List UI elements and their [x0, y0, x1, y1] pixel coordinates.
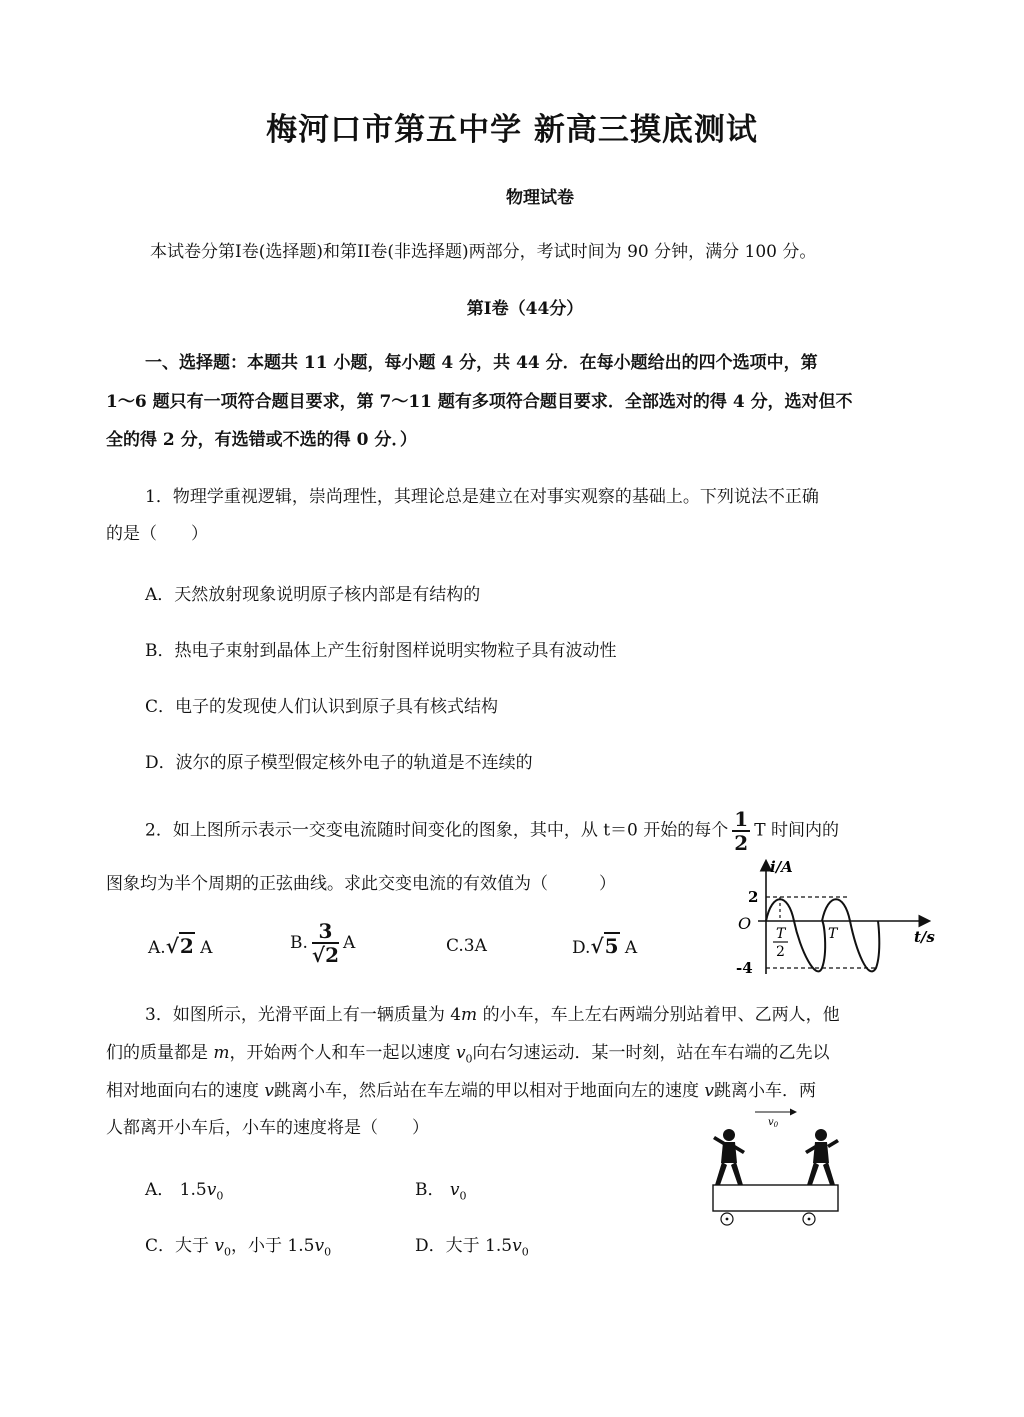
q2-fraction-half [732, 808, 750, 854]
sqrt-icon: √2 [165, 934, 194, 958]
q3-option-b-v: v [449, 1180, 460, 1200]
q3-option-d-text: D．大于 1.5 [415, 1236, 513, 1256]
graph-t-half-num: T [776, 926, 786, 942]
q3-line1-b: 的小车，车上左右两端分别站着甲、乙两人，他 [477, 1005, 840, 1025]
graph-t-half-den: 2 [776, 944, 785, 960]
q3-line3 [106, 1080, 816, 1102]
cart-body [713, 1185, 838, 1211]
q3-line3-c: 跳离小车．两 [714, 1081, 817, 1101]
graph-y-top: 2 [748, 888, 759, 906]
q3-line2-sub: 0 [465, 1052, 473, 1066]
graph-y-bottom: -4 [736, 959, 753, 977]
q2-line1-text-a: 2．如上图所示表示一交变电流随时间变化的图象，其中，从 t＝0 开始的每个 [145, 820, 729, 841]
q3-option-b-sub: 0 [459, 1189, 467, 1203]
q3-option-a-v: v [206, 1180, 217, 1200]
q3-line2-v: v [455, 1043, 466, 1063]
q1-option-b: B．热电子束射到晶体上产生衍射图样说明实物粒子具有波动性 [145, 641, 617, 661]
q2-frac-num: 1 [734, 807, 749, 831]
exam-intro: 本试卷分第Ⅰ卷(选择题)和第II卷(非选择题)两部分，考试时间为 90 分钟，满分 100 分。 [150, 242, 817, 262]
person-right-icon [805, 1129, 839, 1185]
q3-line3-v2: v [704, 1081, 715, 1101]
q2-option-d [572, 934, 637, 958]
q2-option-a-unit: A [200, 938, 213, 958]
q3-line2-a: 们的质量都是 [106, 1043, 214, 1063]
q3-option-c-v2: v [314, 1236, 325, 1256]
q2-option-b [290, 920, 355, 966]
person-left-icon [713, 1129, 745, 1185]
q3-line3-b: 跳离小车，然后站在车左端的甲以相对于地面向左的速度 [274, 1081, 705, 1101]
q1-line1: 1．物理学重视逻辑，崇尚理性，其理论总是建立在对事实观察的基础上。下列说法不正确 [145, 487, 819, 507]
q2-frac-den: 2 [734, 831, 749, 855]
q2-option-d-unit: A [624, 938, 638, 958]
q3-option-b [415, 1175, 467, 1202]
q3-line3-a: 相对地面向右的速度 [106, 1081, 265, 1101]
q3-option-d-sub: 0 [521, 1245, 529, 1259]
q3-option-c [145, 1231, 331, 1258]
q1-line2: 的是（ ） [106, 524, 208, 544]
graph-origin: O [738, 914, 752, 933]
q3-line1-a: 3．如图所示，光滑平面上有一辆质量为 4 [145, 1005, 462, 1025]
graph-xlabel: t/s [914, 928, 935, 946]
q2-option-c: C.3A [446, 936, 487, 956]
q1-option-c: C．电子的发现使人们认识到原子具有核式结构 [145, 697, 499, 717]
q2-option-b-label: B. [290, 933, 308, 953]
graph-t-full: T [828, 926, 838, 942]
q3-line2-c: 向右匀速运动．某一时刻，站在车右端的乙先以 [472, 1043, 830, 1063]
q3-option-b-text: B． [415, 1180, 450, 1200]
q2-line1-text-b: T 时间内的 [754, 820, 839, 841]
q2-line1 [145, 808, 839, 854]
q2-option-b-fraction [312, 920, 339, 966]
q3-line1 [145, 1004, 840, 1026]
q3-option-a-sub: 0 [216, 1189, 224, 1203]
q3-option-a [145, 1175, 223, 1202]
q3-option-c-sub1: 0 [224, 1245, 232, 1259]
q3-line1-m: m [461, 1005, 478, 1025]
ac-current-graph [728, 852, 958, 982]
q2-line2: 图象均为半个周期的正弦曲线。求此交变电流的有效值为（ ） [106, 874, 616, 894]
q3-option-d-v: v [512, 1236, 522, 1256]
q2-option-b-radicand: 2 [325, 943, 339, 967]
q3-line2-b: ，开始两个人和车一起以速度 [229, 1043, 456, 1063]
q2-option-a-radicand: 2 [179, 934, 194, 958]
q3-option-c-text-a: C．大于 [145, 1236, 215, 1256]
fig-velocity-label: $v_0$ [768, 1117, 779, 1129]
q2-option-b-unit: A [342, 933, 356, 953]
section1-line2: 1～6 题只有一项符合题目要求，第 7～11 题有多项符合题目要求．全部选对的得 4 分，选对但不 [106, 392, 853, 412]
q1-option-d: D．波尔的原子模型假定核外电子的轨道是不连续的 [145, 753, 533, 773]
section1-line3: 全的得 2 分，有选错或不选的得 0 分．） [106, 430, 417, 450]
q2-option-d-label: D. [572, 938, 591, 958]
q3-line3-v: v [264, 1081, 275, 1101]
exam-subtitle: 物理试卷 [506, 188, 574, 208]
cart-figure [705, 1105, 845, 1230]
section1-line1: 一、选择题：本题共 11 小题，每小题 4 分，共 44 分．在每小题给出的四个选项中，第 [145, 353, 818, 373]
q3-option-d [415, 1231, 529, 1258]
graph-ylabel: i/A [770, 858, 793, 876]
q2-option-a-label: A. [148, 938, 166, 958]
q3-option-c-sub2: 0 [324, 1245, 332, 1259]
q3-option-c-text-b: ，小于 1.5 [231, 1236, 315, 1256]
part1-title: 第Ⅰ卷（44分） [466, 299, 584, 319]
q2-option-b-num: 3 [312, 920, 339, 944]
exam-title: 梅河口市第五中学 新高三摸底测试 [266, 112, 758, 148]
q1-option-a: A．天然放射现象说明原子核内部是有结构的 [145, 585, 481, 605]
q3-option-c-v1: v [214, 1236, 225, 1256]
q3-option-a-text: A． 1.5 [145, 1180, 207, 1200]
q2-option-a [148, 934, 212, 958]
q3-line2 [106, 1042, 830, 1070]
sqrt-icon: √5 [590, 934, 619, 958]
q3-line2-m: m [213, 1043, 230, 1063]
q3-line4: 人都离开小车后，小车的速度将是（ ） [106, 1118, 429, 1138]
sqrt-icon: √ [311, 943, 326, 967]
q2-option-b-den [312, 944, 339, 966]
q2-option-d-radicand: 5 [604, 934, 619, 958]
